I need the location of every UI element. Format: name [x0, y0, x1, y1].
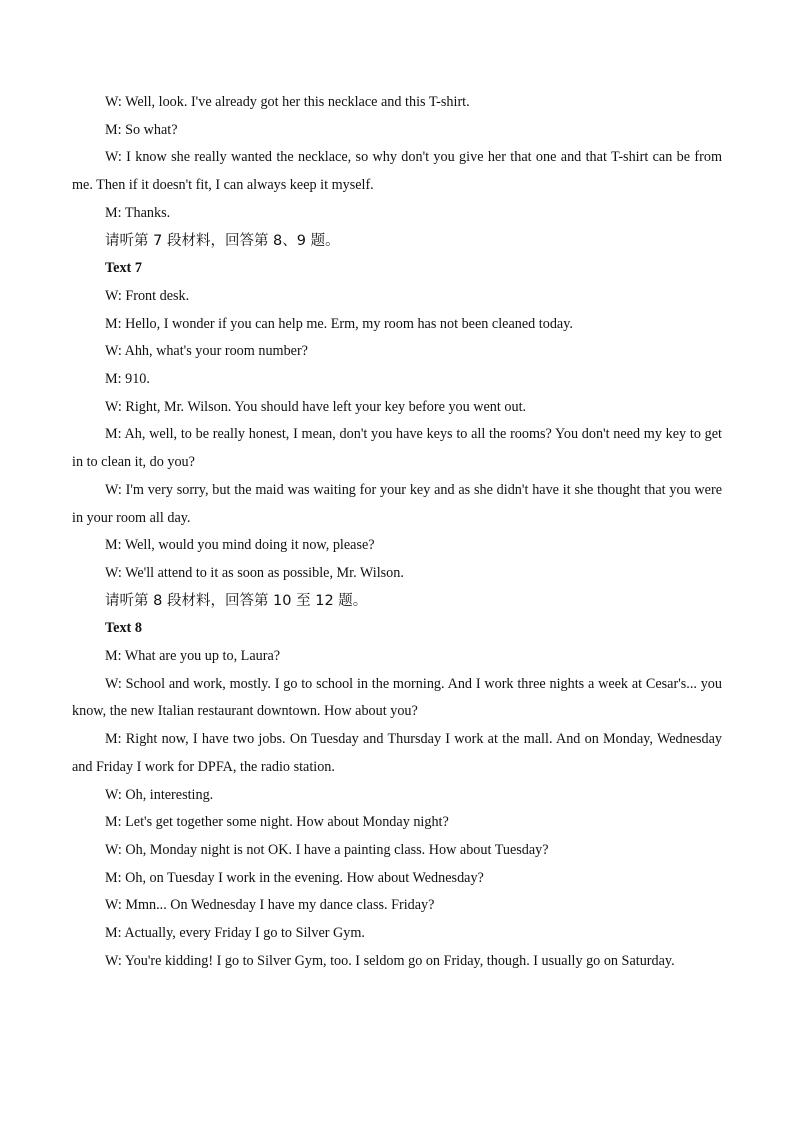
dialogue-line: W: I'm very sorry, but the maid was waiting for your key and as she didn't have it she thought that you were in your room all day. — [72, 481, 722, 526]
dialogue-line: M: What are you up to, Laura? — [105, 648, 281, 665]
section-instruction: 请听第 7 段材料，回答第 8、9 题。 — [105, 232, 340, 249]
dialogue-line: W: Mmn... On Wednesday I have my dance class. Friday? — [105, 897, 435, 914]
dialogue-line: M: Hello, I wonder if you can help me. Erm, my room has not been cleaned today. — [105, 315, 573, 332]
dialogue-line: W: Front desk. — [105, 287, 190, 304]
dialogue-line: M: So what? — [105, 121, 178, 138]
dialogue-line: M: Well, would you mind doing it now, please? — [105, 537, 375, 554]
dialogue-line: W: School and work, mostly. I go to school in the morning. And I work three nights a week at Cesar's... you know, the new Italian restaurant downtown. How about you? — [72, 675, 722, 720]
transcript-body — [72, 89, 722, 976]
dialogue-line: W: Right, Mr. Wilson. You should have left your key before you went out. — [105, 398, 527, 415]
dialogue-line: M: Ah, well, to be really honest, I mean, don't you have keys to all the rooms? You don't need my key to get in to clean it, do you? — [72, 426, 722, 471]
dialogue-line: W: We'll attend to it as soon as possible, Mr. Wilson. — [105, 564, 404, 581]
dialogue-line: M: Actually, every Friday I go to Silver Gym. — [105, 925, 365, 942]
dialogue-line: W: Oh, interesting. — [105, 786, 214, 803]
dialogue-line: M: Thanks. — [105, 204, 171, 221]
section-heading: Text 8 — [105, 620, 142, 637]
dialogue-line: W: You're kidding! I go to Silver Gym, too. I seldom go on Friday, though. I usually go on Saturday. — [105, 952, 675, 969]
dialogue-line: W: Well, look. I've already got her this necklace and this T-shirt. — [105, 94, 470, 110]
dialogue-line: M: Oh, on Tuesday I work in the evening. How about Wednesday? — [105, 869, 484, 886]
dialogue-line: M: 910. — [105, 371, 150, 388]
dialogue-line: M: Right now, I have two jobs. On Tuesday and Thursday I work at the mall. And on Monday, Wednesday and Friday I work for DPFA, the radio station. — [72, 731, 722, 775]
dialogue-line: W: I know she really wanted the necklace, so why don't you give her that one and that T-shirt can be from me. Then if it doesn't fit, I can always keep it myself. — [72, 149, 722, 194]
dialogue-line: M: Let's get together some night. How about Monday night? — [105, 814, 449, 831]
dialogue-line: W: Oh, Monday night is not OK. I have a painting class. How about Tuesday? — [105, 841, 549, 858]
section-instruction: 请听第 8 段材料，回答第 10 至 12 题。 — [105, 592, 368, 609]
section-heading: Text 7 — [105, 260, 142, 277]
dialogue-line: W: Ahh, what's your room number? — [105, 343, 308, 360]
